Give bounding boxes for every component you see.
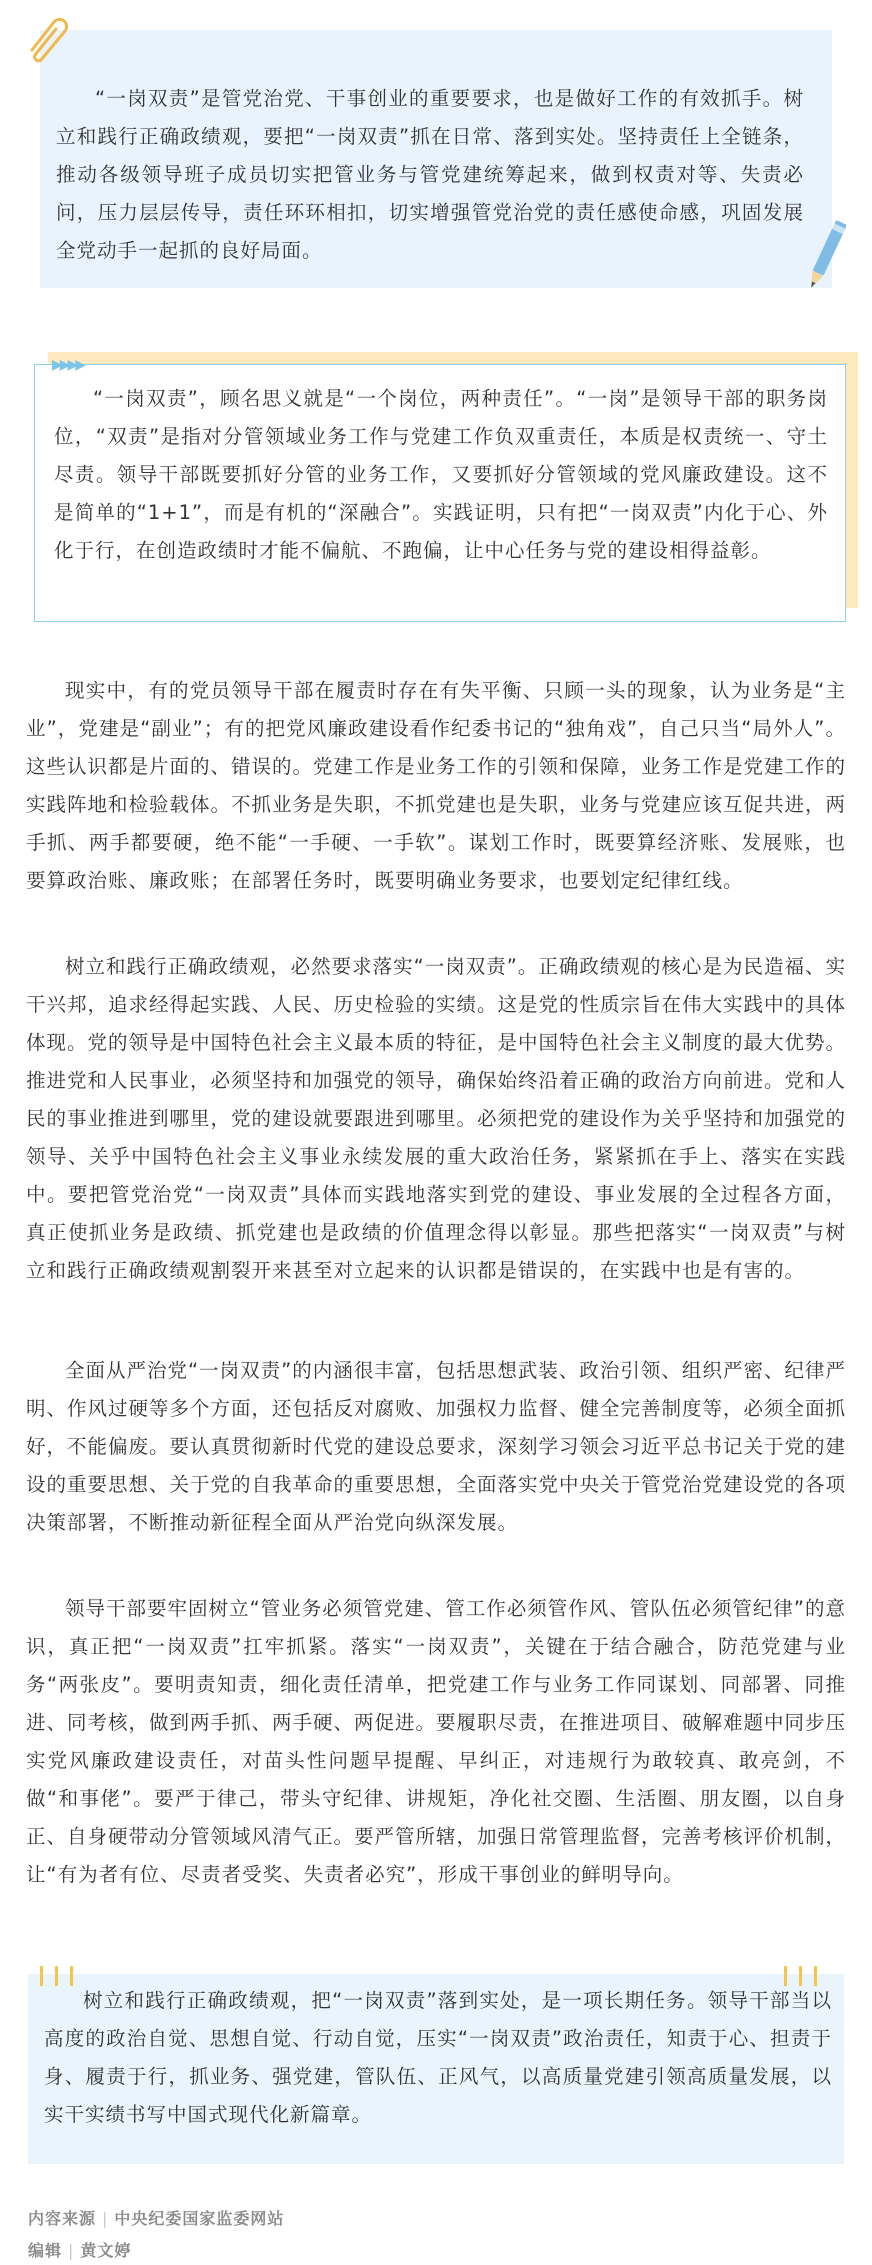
arrows-icon: ▶▶▶▶ xyxy=(52,357,84,373)
pen-icon xyxy=(806,213,846,299)
body-paragraph: 树立和践行正确政绩观，必然要求落实“一岗双责”。正确政绩观的核心是为民造福、实干兴邦，追求经得起实践、人民、历史检验的实绩。这是党的性质宗旨在伟大实践中的具体体现。党的领导是中国特色社会主义最本质的特征，是中国特色社会主义制度的最大优势。推进党和人民事业，必须坚持和加强党的领导，确保始终沿着正确的政治方向前进。党和人民的事业推进到哪里，党的建设就要跟进到哪里。必须把党的建设作为关乎坚持和加强党的领导、关乎中国特色社会主义事业永续发展的重大政治任务，紧紧抓在手上、落实在实践中。要把管党治党“一岗双责”具体而实践地落实到党的建设、事业发展的全过程各方面，真正使抓业务是政绩、抓党建也是政绩的价值理念得以彰显。那些把落实“一岗双责”与树立和践行正确政绩观割裂开来甚至对立起来的认识都是错误的，在实践中也是有害的。 xyxy=(26,955,847,1282)
body-paragraph: 全面从严治党“一岗双责”的内涵很丰富，包括思想武装、政治引领、组织严密、纪律严明、作风过硬等多个方面，还包括反对腐败、加强权力监督、健全完善制度等，必须全面抓好，不能偏废。要认真贯彻新时代党的建设总要求，深刻学习领会习近平总书记关于党的建设的重要思想、关于党的自我革命的重要思想，全面落实党中央关于管党治党建设党的各项决策部署，不断推动新征程全面从严治党向纵深发展。 xyxy=(26,1359,847,1534)
source-value: 中央纪委国家监委网站 xyxy=(114,2209,285,2228)
body-paragraph: 领导干部要牢固树立“管业务必须管党建、管工作必须管作风、管队伍必须管纪律”的意识，真正把“一岗双责”扛牢抓紧。落实“一岗双责”，关键在于结合融合，防范党建与业务“两张皮”。要明责知责，细化责任清单，把党建工作与业务工作同谋划、同部署、同推进、同考核，做到两手抓、两手硬、两促进。要履职尽责，在推进项目、破解难题中同步压实党风廉政建设责任，对苗头性问题早提醒、早纠正，对违规行为敢较真、敢亮剑，不做“和事佬”。要严于律己，带头守纪律、讲规矩，净化社交圈、生活圈、朋友圈，以自身正、自身硬带动分管领域风清气正。要严管所辖，加强日常管理监督，完善考核评价机制，让“有为者有位、尽责者受奖、失责者必究”，形成干事创业的鲜明导向。 xyxy=(26,1597,847,1886)
conclusion-text: 树立和践行正确政绩观，把“一岗双责”落到实处，是一项长期任务。领导干部当以高度的政治自觉、思想自觉、行动自觉，压实“一岗双责”政治责任，知责于心、担责于身、履责于行，抓业务、强党建，管队伍、正风气，以高质量党建引领高质量发展，以实干实绩书写中国式现代化新篇章。 xyxy=(44,1989,832,2126)
source-line: 内容来源 | 中央纪委国家监委网站 xyxy=(28,2209,285,2228)
definition-text: “一岗双责”，顾名思义就是“一个岗位，两种责任”。“一岗”是领导干部的职务岗位，“双责”是指对分管领域业务工作与党建工作负双重责任，本质是权责统一、守土尽责。领导干部既要抓好分管的业务工作，又要抓好分管领域的党风廉政建设。这不是简单的“1+1”，而是有机的“深融合”。实践证明，只有把“一岗双责”内化于心、外化于行，在创造政绩时才能不偏航、不跑偏，让中心任务与党的建设相得益彰。 xyxy=(54,387,828,562)
paperclip-icon xyxy=(18,10,72,64)
editor-value: 黄文婷 xyxy=(80,2241,132,2260)
editor-line: 编辑 | 黄文婷 xyxy=(28,2241,132,2260)
body-paragraph: 现实中，有的党员领导干部在履责时存在有失平衡、只顾一头的现象，认为业务是“主业”，党建是“副业”；有的把党风廉政建设看作纪委书记的“独角戏”，自己只当“局外人”。这些认识都是片面的、错误的。党建工作是业务工作的引领和保障，业务工作是党建工作的实践阵地和检验载体。不抓业务是失职，不抓党建也是失职，业务与党建应该互促共进，两手抓、两手都要硬，绝不能“一手硬、一手软”。谋划工作时，既要算经济账、发展账，也要算政治账、廉政账；在部署任务时，既要明确业务要求，也要划定纪律红线。 xyxy=(26,679,847,892)
intro-text: “一岗双责”是管党治党、干事创业的重要要求，也是做好工作的有效抓手。树立和践行正确政绩观，要把“一岗双责”抓在日常、落到实处。坚持责任上全链条，推动各级领导班子成员切实把管业务与管党建统筹起来，做到权责对等、失责必问，压力层层传导，责任环环相扣，切实增强管党治党的责任感使命感，巩固发展全党动手一起抓的良好局面。 xyxy=(56,87,804,262)
editor-label: 编辑 xyxy=(28,2241,63,2260)
source-label: 内容来源 xyxy=(28,2209,97,2228)
